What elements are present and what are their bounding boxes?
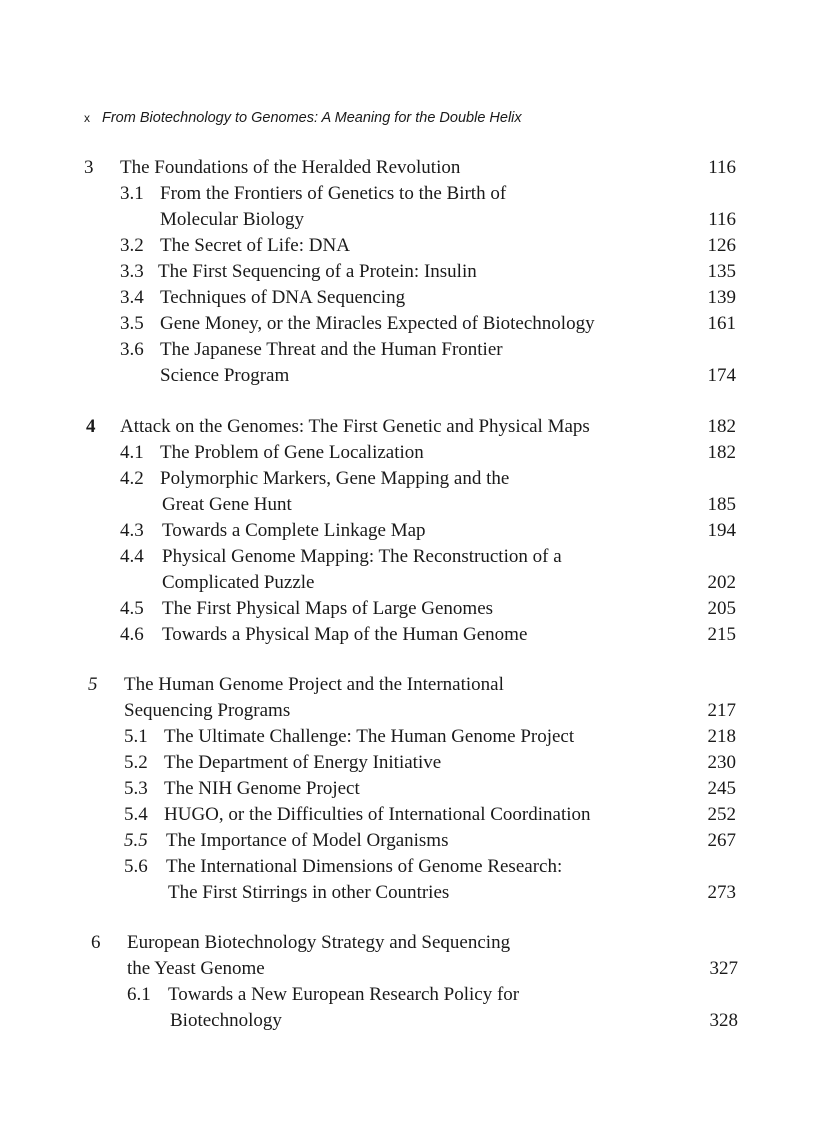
- chapter-page: 182: [707, 416, 736, 437]
- section-number: 3.6: [120, 339, 144, 360]
- section-title: The First Sequencing of a Protein: Insulin: [158, 261, 477, 282]
- section-number: 4.3: [120, 520, 144, 541]
- section-page: 185: [707, 494, 736, 515]
- section-number: 4.2: [120, 468, 144, 489]
- chapter-title: Attack on the Genomes: The First Genetic and Physical Maps: [120, 416, 590, 437]
- section-title: The Secret of Life: DNA: [160, 235, 350, 256]
- section-number: 6.1: [127, 984, 151, 1005]
- running-header: [84, 110, 522, 126]
- chapter-number: 6: [91, 932, 101, 953]
- section-number: 5.3: [124, 778, 148, 799]
- section-page: 252: [707, 804, 736, 825]
- section-page: 135: [707, 261, 736, 282]
- section-page: 215: [707, 624, 736, 645]
- section-title-continued: Biotechnology: [170, 1010, 282, 1031]
- section-number: 3.4: [120, 287, 144, 308]
- chapter-number: 5: [88, 674, 98, 695]
- section-page: 205: [707, 598, 736, 619]
- chapter-page: 327: [709, 958, 738, 979]
- section-title: Polymorphic Markers, Gene Mapping and the: [160, 468, 510, 489]
- section-page: 139: [707, 287, 736, 308]
- section-number: 5.2: [124, 752, 148, 773]
- section-number: 4.1: [120, 442, 144, 463]
- section-title-continued: Molecular Biology: [160, 209, 305, 230]
- section-title-continued: Science Program: [160, 365, 290, 386]
- section-page: 218: [707, 726, 736, 747]
- chapter-number: 3: [84, 157, 94, 178]
- section-page: 194: [707, 520, 736, 541]
- section-number: 3.1: [120, 183, 144, 204]
- section-number: 4.5: [120, 598, 144, 619]
- section-number: 4.6: [120, 624, 144, 645]
- header-page-number: x: [84, 111, 90, 125]
- section-title: Physical Genome Mapping: The Reconstruction of a: [162, 546, 562, 567]
- section-page: 230: [707, 752, 736, 773]
- section-page: 126: [707, 235, 736, 256]
- section-number: 3.2: [120, 235, 144, 256]
- section-title: The Japanese Threat and the Human Frontier: [160, 339, 503, 360]
- section-title: Towards a New European Research Policy for: [168, 984, 520, 1005]
- section-page: 182: [707, 442, 736, 463]
- section-page: 267: [707, 830, 736, 851]
- chapter-number: 4: [86, 416, 96, 437]
- chapter-title-continued: Sequencing Programs: [124, 700, 291, 721]
- section-page: 161: [707, 313, 736, 334]
- chapter-page: 217: [707, 700, 736, 721]
- section-number: 3.5: [120, 313, 144, 334]
- chapter-page: 116: [708, 157, 736, 178]
- section-title: The Problem of Gene Localization: [160, 442, 424, 463]
- section-title: From the Frontiers of Genetics to the Birth of: [160, 183, 507, 204]
- section-title-continued: Complicated Puzzle: [162, 572, 315, 593]
- section-number: 4.4: [120, 546, 144, 567]
- section-number: 3.3: [120, 261, 144, 282]
- section-title: Gene Money, or the Miracles Expected of Biotechnology: [160, 313, 595, 334]
- section-title-continued: Great Gene Hunt: [162, 494, 292, 515]
- section-title-continued: The First Stirrings in other Countries: [168, 882, 450, 903]
- chapter-title: The Foundations of the Heralded Revolution: [120, 157, 461, 178]
- section-title: The International Dimensions of Genome Research:: [166, 856, 563, 877]
- section-title: Techniques of DNA Sequencing: [160, 287, 406, 308]
- section-number: 5.4: [124, 804, 148, 825]
- section-page: 202: [707, 572, 736, 593]
- section-page: 328: [709, 1010, 738, 1031]
- chapter-title: European Biotechnology Strategy and Sequencing: [127, 932, 511, 953]
- chapter-title-continued: the Yeast Genome: [127, 958, 265, 979]
- section-number: 5.1: [124, 726, 148, 747]
- section-title: The First Physical Maps of Large Genomes: [162, 598, 494, 619]
- section-title: The NIH Genome Project: [164, 778, 360, 799]
- section-title: Towards a Physical Map of the Human Genome: [162, 624, 528, 645]
- section-page: 245: [707, 778, 736, 799]
- section-page: 116: [708, 209, 736, 230]
- section-title: The Ultimate Challenge: The Human Genome Project: [164, 726, 575, 747]
- header-book-title: From Biotechnology to Genomes: A Meaning for the Double Helix: [102, 110, 522, 126]
- section-page: 273: [707, 882, 736, 903]
- section-number: 5.6: [124, 856, 148, 877]
- section-number: 5.5: [124, 830, 148, 851]
- section-title: HUGO, or the Difficulties of International Coordination: [164, 804, 591, 825]
- section-page: 174: [707, 365, 736, 386]
- section-title: The Department of Energy Initiative: [164, 752, 442, 773]
- chapter-title: The Human Genome Project and the International: [124, 674, 504, 695]
- section-title: Towards a Complete Linkage Map: [162, 520, 426, 541]
- section-title: The Importance of Model Organisms: [166, 830, 449, 851]
